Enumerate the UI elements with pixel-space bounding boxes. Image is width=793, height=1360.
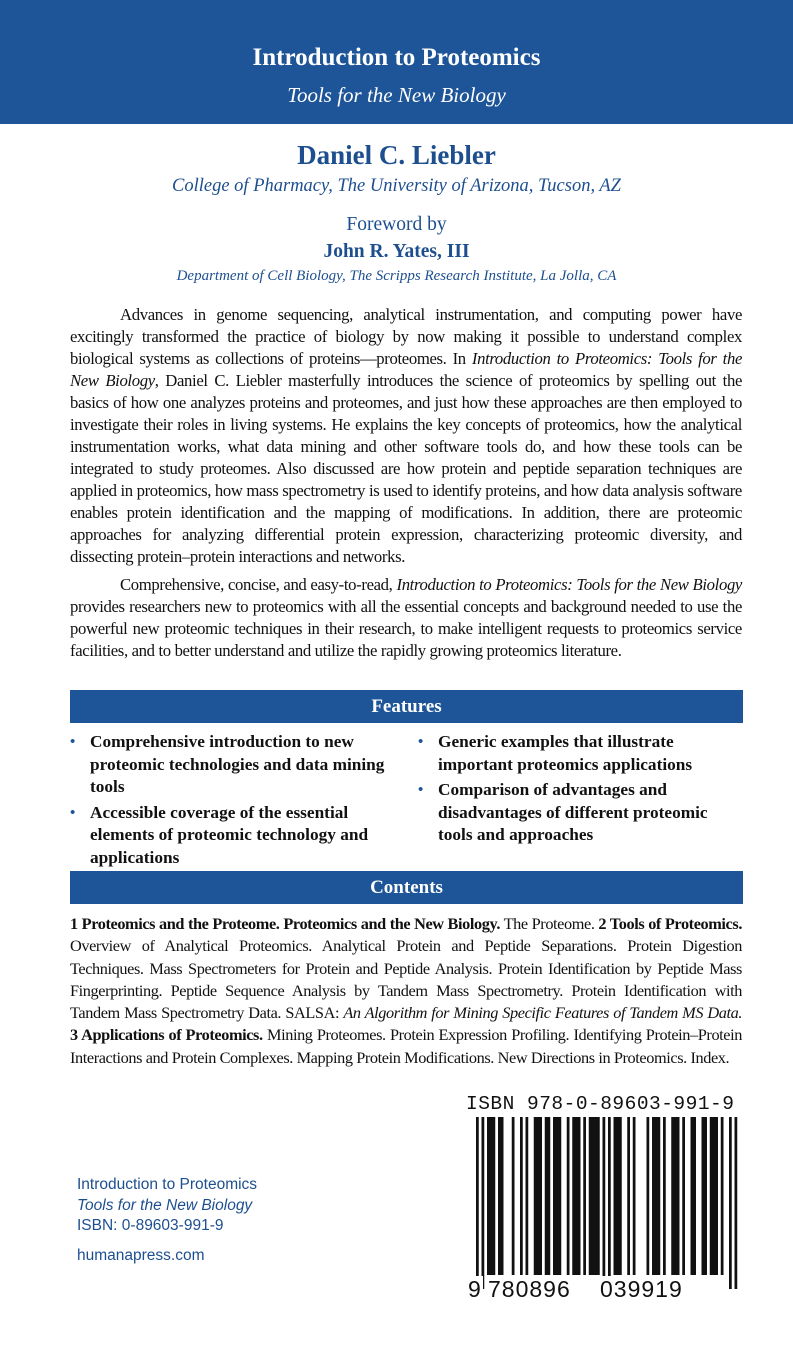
bullet-icon: • [418,734,424,750]
foreword-author: John R. Yates, III [323,241,470,262]
barcode-bar [534,1117,542,1275]
feature-item: • Generic examples that illustrate important proteomics applications [418,732,693,774]
feature-item: • Comprehensive introduction to new proteomic technologies and data mining tools [70,732,385,796]
title-band [0,0,793,124]
footer-title: Introduction to Proteomics [77,1176,258,1193]
book-title-reference: Introduction to Proteomics: Tools for the New Biology [70,349,742,390]
barcode-bar [663,1117,666,1275]
barcode-isbn-label: ISBN 978-0-89603-991-9 [466,1093,735,1115]
author-name: Daniel C. Liebler [297,140,496,170]
barcode-bar [633,1117,636,1275]
book-subtitle: Tools for the New Biology [287,83,506,107]
barcode-bar [652,1117,660,1275]
book-title-reference: Introduction to Proteomics: Tools for the New Biology [396,575,742,594]
contents-text: 1 Proteomics and the Proteome. Proteomics and the New Biology. The Proteome. 2 Tools of Proteomics. Overview of Analytical Proteomics. Analytical Protein and Peptide Separations. Protein Digestion Techniques. Mass Spectrometers for Protein and Peptide Analysis. Protein Identification by Peptide Mass Fingerprinting. Peptide Sequence Analysis by Tandem Mass Spectrometry. Protein Identification with Tandem Mass Spectrometry Data. SALSA: An Algorithm for Mining Specific Features of Tandem MS Data. 3 Applications of Proteomics. Mining Proteomes. Protein Expression Profiling. Identifying Protein–Protein Interactions and Protein Complexes. Mapping Protein Modifications. New Directions in Proteomics. Index. [70,914,742,1067]
chapter-1-title: 1 Proteomics and the Proteome. Proteomics and the New Biology. [70,914,500,933]
barcode-bar [627,1117,630,1275]
barcode-bar [671,1117,679,1275]
bullet-icon: • [418,782,424,798]
features-heading: Features [70,690,743,723]
description-paragraph-2: Comprehensive, concise, and easy-to-read, Introduction to Proteomics: Tools for the New Biology provides researchers new to proteomics with all the essential concepts and background needed to use the powerful new proteomic techniques in their research, to make intelligent requests to proteomics service facilities, and to better understand and utilize the rapidly growing proteomics literature. [70,575,742,660]
barcode-bar [702,1117,708,1275]
barcode-guard-bar [735,1117,738,1289]
barcode-digits-left: 780896 [488,1276,571,1302]
barcode-bar [498,1117,504,1275]
bullet-icon: • [70,804,76,821]
barcode-bar [512,1117,515,1275]
barcode-bar [583,1117,586,1275]
barcode-guard-bar [603,1117,606,1289]
book-title: Introduction to Proteomics [252,44,541,71]
barcode-bar [710,1117,718,1275]
features-list-right [418,731,743,850]
barcode-bar [721,1117,724,1275]
barcode-bar [589,1117,600,1275]
publisher-info [77,1175,257,1266]
salsa-title: An Algorithm for Mining Specific Features of Tandem MS Data. [343,1003,742,1023]
barcode-digits-right: 039919 [600,1276,683,1302]
barcode-bar [545,1117,551,1275]
barcode-bar [572,1117,580,1275]
contents-heading: Contents [70,871,743,904]
barcode-bar [691,1117,697,1275]
bullet-icon: • [70,734,76,750]
feature-item: • Accessible coverage of the essential elements of proteomic technology and applications [70,802,369,867]
barcode-bar [487,1117,495,1275]
barcode-bar [682,1117,685,1275]
footer-subtitle: Tools for the New Biology [77,1196,253,1214]
barcode-bar [567,1117,570,1275]
author-affiliation: College of Pharmacy, The University of Arizona, Tucson, AZ [172,176,621,196]
barcode-bar [553,1117,561,1275]
barcode-bar [520,1117,523,1275]
barcode-guard-bar [476,1117,479,1289]
footer-isbn: ISBN: 0-89603-991-9 [77,1217,224,1234]
barcode-bar [614,1117,622,1275]
barcode-guard-bar [482,1117,485,1289]
chapter-2-title: 2 Tools of Proteomics. [598,914,742,933]
barcode-guard-bar [608,1117,611,1289]
barcode-bar [526,1117,529,1275]
description-paragraph-1: Advances in genome sequencing, analytical instrumentation, and computing power have excitingly transformed the practice of biology by now making it possible to understand complex biological systems as collections of proteins—proteomes. In Introduction to Proteomics: Tools for the New Biology, Daniel C. Liebler masterfully introduces the science of proteomics by spelling out the basics of how one analyzes proteins and proteomes, and just how these approaches are then employed to investigate their roles in living systems. He explains the key concepts of proteomics, how the analytical instrumentation works, what data mining and other software tools do, and how these tools can be integrated to study proteomes. Also discussed are how protein and peptide separation techniques are applied in proteomics, how mass spectrometry is used to identify proteins, and how data analysis software enables protein identification and the mapping of modifications. In addition, there are proteomic approaches for analyzing differential protein expression, characterizing proteomic diversity, and dissecting protein–protein interactions and networks. [70,305,742,566]
foreword-affiliation: Department of Cell Biology, The Scripps Research Institute, La Jolla, CA [176,268,617,284]
barcode-guard-bar [729,1117,732,1289]
feature-item: • Comparison of advantages and disadvantages of different proteomic tools and approaches [418,780,708,844]
barcode-bar [647,1117,650,1275]
features-list-left [70,731,400,872]
publisher-url: humanapress.com [77,1246,205,1264]
barcode-digit-first: 9 [468,1276,481,1302]
foreword-label: Foreword by [346,214,447,235]
chapter-3-title: 3 Applications of Proteomics. [70,1025,263,1045]
